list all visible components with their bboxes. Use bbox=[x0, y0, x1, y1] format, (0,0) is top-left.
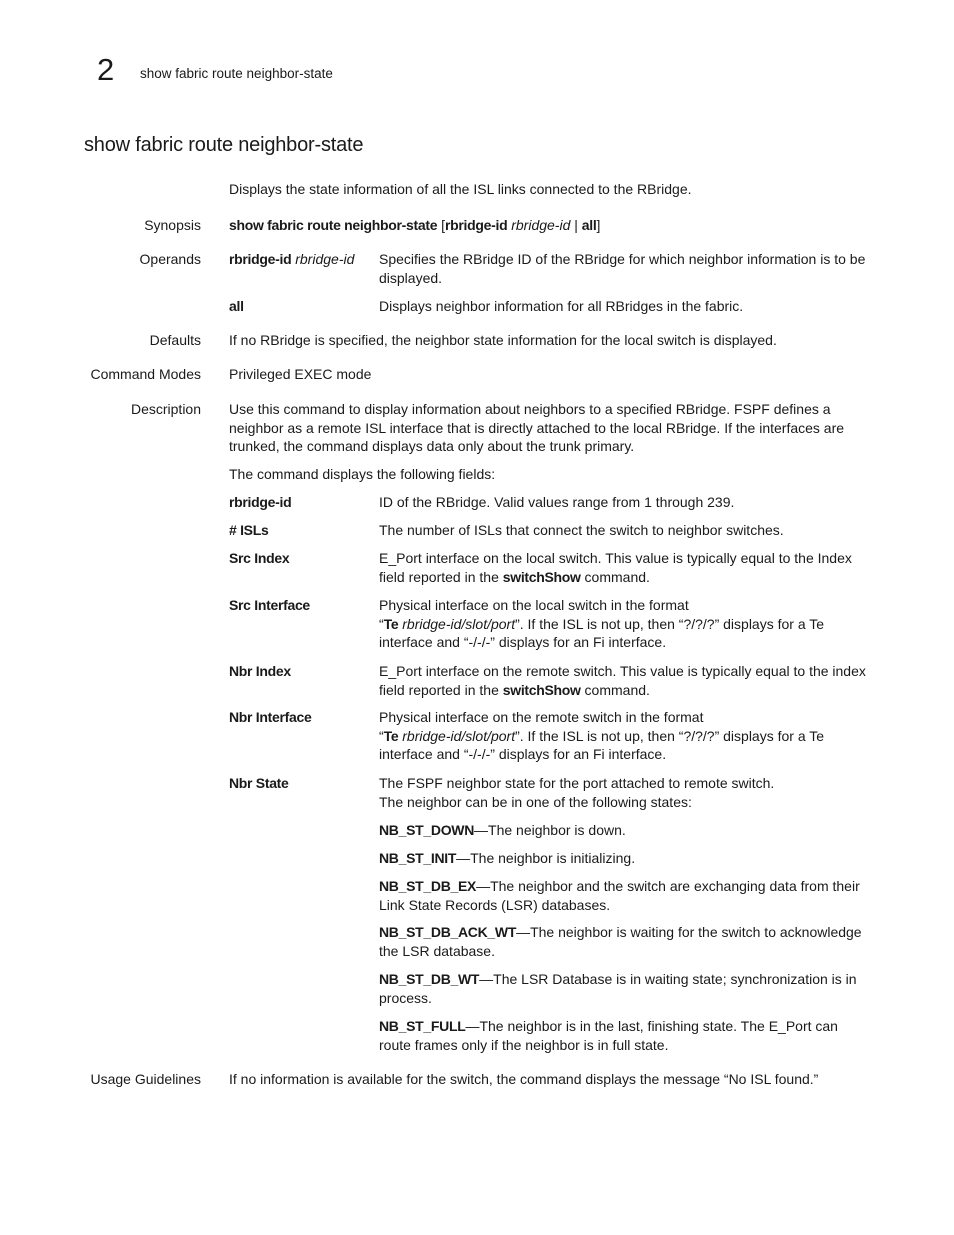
operand-desc-rbridge: Specifies the RBridge ID of the RBridge for which neighbor information is to be displayed. bbox=[379, 251, 866, 286]
field-desc-nbr-interface bbox=[379, 708, 871, 764]
state-desc: —The neighbor is in the last, finishing state. The E_Port can route frames only if the neighbor is in full state. bbox=[379, 1018, 838, 1053]
state-item-init bbox=[379, 849, 871, 868]
state-desc: —The neighbor and the switch are exchanging data from their Link State Records (LSR) databases. bbox=[379, 878, 860, 913]
command-name: switchShow bbox=[502, 681, 581, 698]
synopsis-keyword-all: all bbox=[581, 217, 597, 233]
description-paragraph: Use this command to display information about neighbors to a specified RBridge. FSPF defines a neighbor as a remote ISL interface that is directly attached to the local RBridge. If the interfaces are trunked, the command displays data only about the trunk primary. bbox=[229, 401, 845, 454]
operands-label: Operands bbox=[139, 251, 201, 267]
quote-open: “ bbox=[379, 727, 384, 744]
state-name: NB_ST_DB_EX bbox=[379, 878, 477, 894]
summary-text: Displays the state information of all the ISL links connected to the RBridge. bbox=[229, 181, 692, 197]
state-name: NB_ST_INIT bbox=[379, 850, 457, 866]
field-desc-text: command. bbox=[580, 568, 650, 585]
state-desc: —The LSR Database is in waiting state; synchronization is in process. bbox=[379, 971, 857, 1006]
usage-guidelines-label: Usage Guidelines bbox=[90, 1071, 201, 1087]
te-keyword: Te bbox=[383, 615, 399, 632]
synopsis-bracket-close: ] bbox=[596, 217, 601, 233]
synopsis-command: show fabric route neighbor-state bbox=[229, 217, 438, 233]
command-modes-text: Privileged EXEC mode bbox=[229, 366, 372, 382]
interface-variable: rbridge-id/slot/port bbox=[398, 615, 516, 632]
operand-term-rbridge bbox=[229, 250, 374, 269]
chapter-number: 2 bbox=[97, 52, 115, 87]
field-term-nbr-interface bbox=[229, 708, 374, 727]
state-item-down bbox=[379, 821, 871, 840]
field-desc-text: Physical interface on the local switch in the format bbox=[379, 597, 689, 613]
operand-keyword: all bbox=[229, 298, 244, 314]
synopsis-text bbox=[229, 216, 874, 235]
field-desc-text: The FSPF neighbor state for the port attached to remote switch. bbox=[379, 775, 775, 791]
state-name: NB_ST_FULL bbox=[379, 1018, 466, 1034]
state-item-db-ack-wt bbox=[379, 923, 871, 960]
field-desc-text: Physical interface on the remote switch in the format bbox=[379, 709, 704, 725]
defaults-label: Defaults bbox=[149, 332, 201, 348]
field-desc-rbridge-id: ID of the RBridge. Valid values range from 1 through 239. bbox=[379, 494, 735, 510]
synopsis-pipe: | bbox=[570, 217, 582, 233]
field-term-src-index bbox=[229, 549, 374, 568]
description-fields-intro: The command displays the following fields: bbox=[229, 466, 496, 482]
running-header: show fabric route neighbor-state bbox=[140, 66, 333, 81]
operand-variable: rbridge-id bbox=[295, 251, 355, 267]
field-desc-text: The neighbor can be in one of the following states: bbox=[379, 793, 692, 810]
state-desc: —The neighbor is down. bbox=[474, 822, 626, 838]
defaults-text: If no RBridge is specified, the neighbor state information for the local switch is displayed. bbox=[229, 332, 777, 348]
state-name: NB_ST_DOWN bbox=[379, 822, 475, 838]
field-desc-text: E_Port interface on the remote switch. This value is typically equal to the index field reported in the bbox=[379, 663, 866, 698]
field-term-text: rbridge-id bbox=[229, 494, 292, 510]
field-term-src-interface bbox=[229, 596, 374, 615]
usage-guidelines-text: If no information is available for the switch, the command displays the message “No ISL found.” bbox=[229, 1071, 819, 1087]
field-desc-text: ”. If the ISL is not up, then “?/?/?” displays for a Te interface and “-/-/-” displays for an Fi interface. bbox=[379, 615, 825, 650]
field-term-text: Nbr Interface bbox=[229, 709, 312, 725]
te-keyword: Te bbox=[383, 727, 399, 744]
field-desc-text: E_Port interface on the local switch. This value is typically equal to the Index field reported in the bbox=[379, 550, 852, 585]
field-desc-text: ”. If the ISL is not up, then “?/?/?” displays for a Te interface and “-/-/-” displays for an Fi interface. bbox=[379, 727, 825, 762]
page-title: show fabric route neighbor-state bbox=[84, 134, 364, 156]
synopsis-keyword-rbridge: rbridge-id bbox=[444, 217, 508, 233]
synopsis-variable-rbridge: rbridge-id bbox=[511, 217, 571, 233]
operand-term-all bbox=[229, 297, 374, 316]
command-modes-label: Command Modes bbox=[90, 366, 201, 382]
field-desc-nbr-state bbox=[379, 774, 871, 811]
state-item-full bbox=[379, 1017, 871, 1054]
state-item-db-wt bbox=[379, 970, 871, 1007]
field-desc-src-interface bbox=[379, 596, 871, 652]
field-term-rbridge-id bbox=[229, 493, 374, 512]
state-item-db-ex bbox=[379, 877, 871, 914]
field-term-nbr-state bbox=[229, 774, 374, 793]
field-term-text: Nbr Index bbox=[229, 663, 291, 679]
synopsis-label: Synopsis bbox=[144, 217, 201, 233]
interface-variable: rbridge-id/slot/port bbox=[398, 727, 516, 744]
synopsis-bracket-open: [ bbox=[437, 217, 445, 233]
field-term-text: Nbr State bbox=[229, 775, 289, 791]
operand-keyword: rbridge-id bbox=[229, 251, 292, 267]
field-term-text: Src Interface bbox=[229, 597, 310, 613]
field-desc-isls: The number of ISLs that connect the switch to neighbor switches. bbox=[379, 522, 784, 538]
field-term-isls bbox=[229, 521, 374, 540]
operand-desc-all: Displays neighbor information for all RBridges in the fabric. bbox=[379, 298, 744, 314]
state-name: NB_ST_DB_WT bbox=[379, 971, 480, 987]
field-term-nbr-index bbox=[229, 662, 374, 681]
field-term-text: # ISLs bbox=[229, 522, 269, 538]
field-desc-src-index bbox=[379, 549, 871, 586]
field-term-text: Src Index bbox=[229, 550, 290, 566]
field-desc-text: command. bbox=[580, 681, 650, 698]
state-desc: —The neighbor is waiting for the switch to acknowledge the LSR database. bbox=[379, 924, 862, 959]
quote-open: “ bbox=[379, 615, 384, 632]
field-desc-nbr-index bbox=[379, 662, 871, 699]
state-desc: —The neighbor is initializing. bbox=[456, 850, 636, 866]
state-name: NB_ST_DB_ACK_WT bbox=[379, 924, 517, 940]
description-label: Description bbox=[130, 401, 201, 417]
command-name: switchShow bbox=[502, 568, 581, 585]
